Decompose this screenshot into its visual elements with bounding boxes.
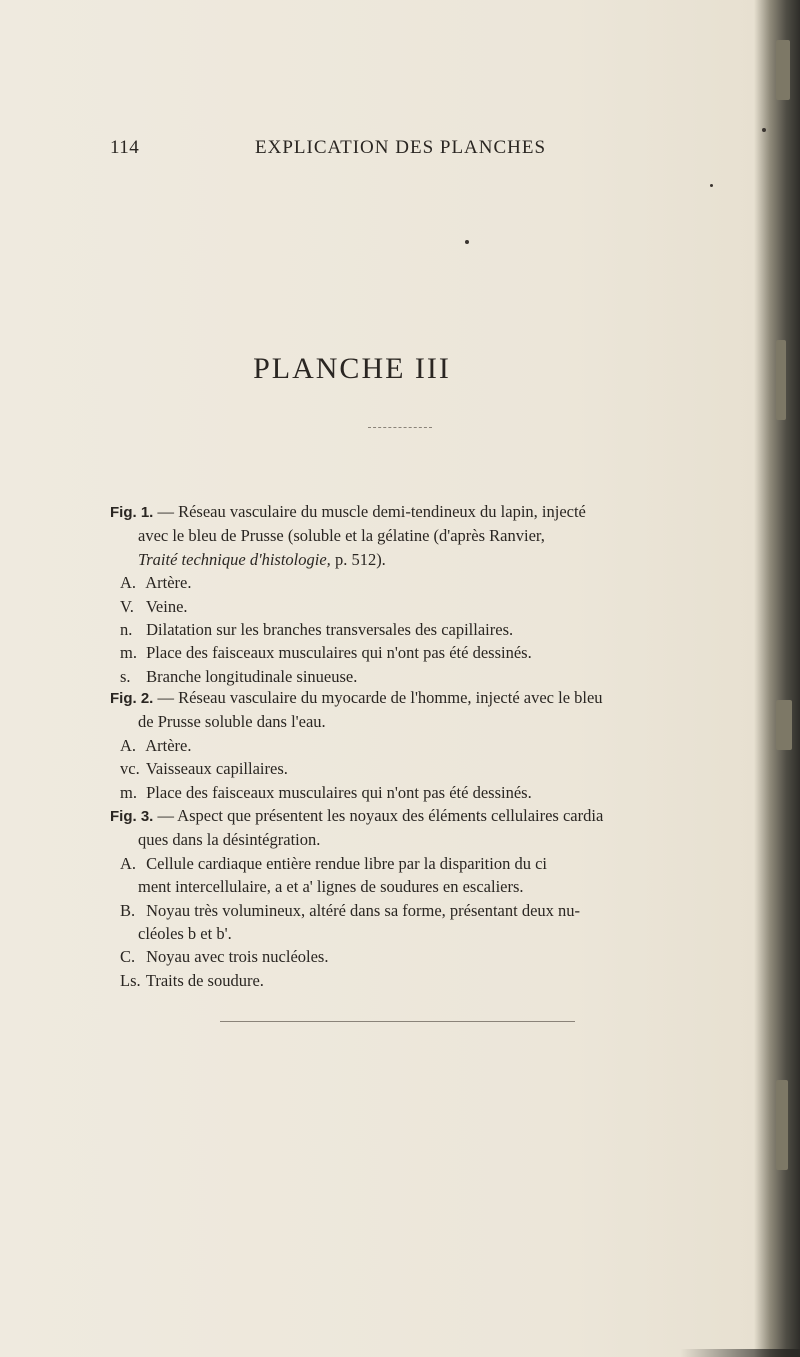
legend-key: C.: [120, 947, 136, 967]
legend-text: Place des faisceaux musculaires qui n'ont pas été dessinés.: [146, 782, 532, 802]
legend-item: [110, 595, 730, 618]
figure-2-first-line: [110, 686, 730, 710]
ink-speck: [762, 128, 766, 132]
citation-title: Traité technique d'histologie,: [138, 549, 331, 569]
legend-item: [110, 945, 730, 968]
closing-rule: [220, 1021, 575, 1022]
legend-item: [110, 781, 730, 804]
legend-item: [110, 969, 730, 992]
legend-text: Noyau avec trois nucléoles.: [146, 947, 329, 967]
figure-1-caption-line: avec le bleu de Prusse (soluble et la gélatine (d'après Ranvier,: [138, 526, 545, 546]
legend-item: [110, 734, 730, 757]
legend-item: [110, 641, 730, 664]
page-number: 114: [110, 137, 140, 158]
ink-speck: [710, 184, 713, 187]
binding-mark: [776, 1080, 788, 1170]
figure-3-caption-line: — Aspect que présentent les noyaux des éléments cellulaires cardia: [157, 806, 604, 825]
legend-key: n.: [120, 620, 133, 640]
citation-page: p. 512).: [330, 549, 386, 569]
legend-text: Vaisseaux capillaires.: [145, 759, 288, 779]
figure-3-label: Fig. 3.: [110, 808, 154, 825]
figure-1-citation: [110, 548, 730, 571]
legend-text: Noyau très volumineux, altéré dans sa forme, présentant deux nu-: [146, 900, 581, 920]
legend-text: Artère.: [145, 573, 192, 593]
legend-text: Branche longitudinale sinueuse.: [146, 666, 358, 686]
legend-item: [110, 757, 730, 780]
binding-mark: [776, 40, 790, 100]
figure-1-caption: [110, 500, 730, 688]
legend-key: vc.: [120, 759, 140, 779]
figure-2-caption-line: — Réseau vasculaire du myocarde de l'homme, injecté avec le bleu: [157, 688, 603, 707]
legend-text: Cellule cardiaque entière rendue libre par la disparition du ci: [146, 853, 547, 873]
ink-speck: [465, 240, 469, 244]
binding-mark: [776, 700, 792, 750]
legend-key: B.: [120, 900, 136, 920]
legend-key: A.: [120, 853, 137, 873]
figure-1-label: Fig. 1.: [110, 504, 154, 521]
legend-key: s.: [120, 666, 131, 686]
legend-key: m.: [120, 782, 137, 802]
legend-continuation: ment intercellulaire, a et a' lignes de soudures en escaliers.: [138, 877, 524, 897]
figure-1-caption-line: — Réseau vasculaire du muscle demi-tendineux du lapin, injecté: [157, 502, 586, 521]
legend-item: [110, 665, 730, 688]
legend-item: [110, 852, 730, 875]
running-head-title: EXPLICATION DES PLANCHES: [255, 137, 547, 158]
legend-continuation: cléoles b et b'.: [138, 924, 232, 944]
legend-text: Dilatation sur les branches transversales des capillaires.: [146, 620, 514, 640]
legend-text: Place des faisceaux musculaires qui n'ont pas été dessinés.: [146, 643, 532, 663]
figure-3-caption: [110, 804, 730, 992]
figure-3-caption-line: ques dans la désintégration.: [138, 830, 321, 850]
legend-key: Ls.: [120, 970, 141, 990]
title-rule: [368, 427, 432, 428]
legend-key: A.: [120, 735, 137, 755]
legend-item: [110, 618, 730, 641]
figure-2-label: Fig. 2.: [110, 690, 154, 707]
legend-key: A.: [120, 573, 137, 593]
figure-2-caption: [110, 686, 730, 804]
legend-key: V.: [120, 596, 134, 616]
legend-item: [110, 899, 730, 922]
binding-shadow: [680, 1349, 800, 1357]
plate-title: PLANCHE III: [253, 352, 451, 385]
legend-key: m.: [120, 643, 137, 663]
figure-1-first-line: [110, 500, 730, 524]
legend-item: [110, 571, 730, 594]
legend-text: Artère.: [145, 735, 192, 755]
legend-text: Traits de soudure.: [145, 970, 264, 990]
running-head: [110, 137, 710, 161]
figure-3-first-line: [110, 804, 730, 828]
legend-text: Veine.: [145, 596, 188, 616]
binding-mark: [776, 340, 786, 420]
figure-2-caption-line: de Prusse soluble dans l'eau.: [138, 712, 326, 732]
